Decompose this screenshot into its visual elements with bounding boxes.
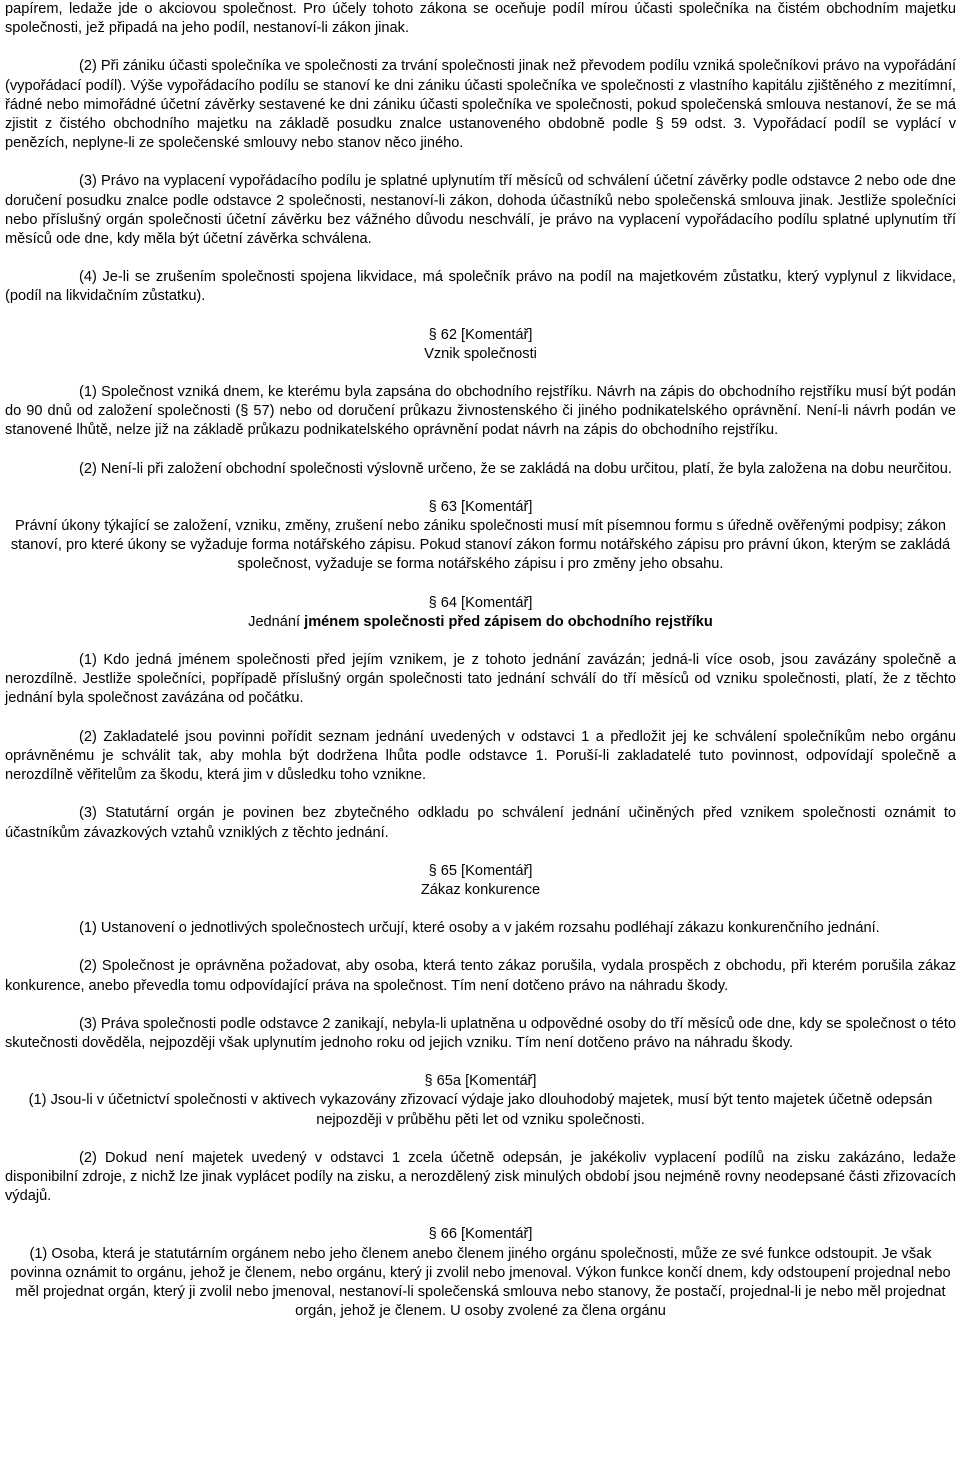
section-64-title [5, 613, 956, 632]
section-64-heading: § 64 [Komentář] [428, 594, 533, 611]
section-64-title-plain: Jednání [248, 613, 305, 630]
section-65-heading: § 65 [Komentář] [428, 862, 533, 879]
paragraph-65a-2: (2) Dokud není majetek uvedený v odstavci 1 zcela účetně odepsán, je jakékoliv vyplacení podílů na zisku zakázáno, ledaže disponibilní zdroje, z nichž lze jinak vyplácet podíly na zisku, a nerozdělený zisk minulých období jsou nejméně rovny neodepsané části zřizovacích výdajů. [5, 1149, 956, 1205]
paragraph-63: Právní úkony týkající se založení, vzniku, změny, zrušení nebo zániku společnosti musí mít písemnou formu s úředně ověřenými podpisy; zákon stanoví, pro které úkony se vyžaduje forma notářského zápisu. Pokud stanoví zákon formu notářského zápisu pro právní úkon, kterým se zakládá společnost, vyžaduje se forma notářského zápisu i pro změny jeho obsahu. [10, 518, 951, 573]
paragraph-64-2: (2) Zakladatelé jsou povinni pořídit seznam jednání uvedených v odstavci 1 a předložit jej ke schválení společníkům nebo orgánu oprávněnému je schválit tak, aby mohla být dodržena lhůta podle odstavce 1. Poruší-li zakladatelé tuto povinnost, odpovídají společně a nerozdílně věřitelům za škodu, která jim v důsledku toho vznikne. [5, 728, 956, 784]
section-66-heading: § 66 [Komentář] [428, 1226, 533, 1243]
paragraph-65-2: (2) Společnost je oprávněna požadovat, aby osoba, která tento zákaz porušila, vydala prospěch z obchodu, při kterém porušila zákaz konkurence, anebo převedla tomu odpovídající práva na společnost. Tím není dotčeno právo na náhradu škody. [5, 958, 956, 994]
paragraph-62-2: (2) Není-li při založení obchodní společnosti výslovně určeno, že se zakládá na dobu určitou, platí, že byla založena na dobu neurčitou. [79, 460, 952, 477]
paragraph-66-1: (1) Osoba, která je statutárním orgánem nebo jeho členem anebo členem jiného orgánu společnosti, může ze své funkce odstoupit. Je však povinna oznámit to orgánu, jehož je členem, nebo orgánu, který ji zvolil nebo jmenoval. Výkon funkce končí dnem, kdy odstoupení projednal nebo měl projednat orgán, který ji zvolil nebo jmenoval, nestanoví-li společenská smlouva nebo stanovy, že postačí, projednal-li je nebo měl projednat orgán, jehož je členem. U osoby zvolené za člena orgánu [10, 1245, 951, 1320]
paragraph-65-1: (1) Ustanovení o jednotlivých společnostech určují, které osoby a v jakém rozsahu podléhají zákazu konkurenčního jednání. [79, 920, 880, 937]
section-65-title: Zákaz konkurence [420, 881, 541, 898]
section-62-title: Vznik společnosti [424, 345, 537, 362]
paragraph-64-3: (3) Statutární orgán je povinen bez zbytečného odkladu po schválení jednání učiněných před vznikem společnosti oznámit to účastníkům závazkových vztahů vzniklých z těchto jednání. [5, 805, 956, 841]
paragraph-65a-1: (1) Jsou-li v účetnictví společnosti v aktivech vykazovány zřizovací výdaje jako dlouhodobý majetek, musí být tento majetek účetně odepsán nejpozději v průběhu pěti let od vzniku společnosti. [28, 1092, 933, 1128]
paragraph-61-2: (2) Při zániku účasti společníka ve společnosti za trvání společnosti jinak než převodem podílu vzniká společníkovi právo na vypořádání (vypořádací podíl). Výše vypořádacího podílu se stanoví ke dni zániku účasti společníka ve společnosti z vlastního kapitálu zjištěného z mezitímní, řádné nebo mimořádné účetní závěrky sestavené ke dni zániku účasti společníka ve společnosti, pokud společenská smlouva nestanoví, že se má zjistit z čistého obchodního majetku na základě posudku znalce ustanoveného obdobně podle § 59 odst. 3. Vypořádací podíl se vyplácí v penězích, neplyne-li ze společenské smlouvy nebo stanov něco jiného. [5, 58, 956, 152]
paragraph-62-1: (1) Společnost vzniká dnem, ke kterému byla zapsána do obchodního rejstříku. Návrh na zápis do obchodního rejstříku musí být podán do 90 dnů od založení společnosti (§ 57) nebo od doručení průkazu živnostenského či jiného podnikatelského oprávnění. Není-li návrh podán ve stanovené lhůtě, nelze již na základě průkazu podnikatelského oprávnění podat návrh na zápis do obchodního rejstříku. [5, 384, 956, 439]
section-64-title-bold: jménem společnosti před zápisem do obchodního rejstříku [304, 613, 713, 630]
document-page [5, 0, 956, 1321]
section-62-heading: § 62 [Komentář] [428, 326, 533, 343]
paragraph-61-3: (3) Právo na vyplacení vypořádacího podílu je splatné uplynutím tří měsíců od schválení účetní závěrky podle odstavce 2 nebo ode dne doručení posudku znalce podle odstavce 2 společnosti, nestanoví-li zákon, dohoda účastníků nebo společenská smlouva jinak. Jestliže společníci nebo příslušný orgán společnosti účetní závěrku bez vážného důvodu neschválí, je právo na vyplacení vypořádacího podílu splatné uplynutím tří měsíců ode dne, kdy měla být účetní závěrka schválena. [5, 173, 956, 248]
paragraph-65-3: (3) Práva společnosti podle odstavce 2 zanikají, nebyla-li uplatněna u odpovědné osoby do tří měsíců ode dne, kdy se společnost o této skutečnosti dověděla, nejpozději však uplynutím jednoho roku od jejich vzniku. Tím není dotčeno právo na náhradu škody. [5, 1015, 956, 1051]
paragraph-64-1: (1) Kdo jedná jménem společnosti před jejím vznikem, je z tohoto jednání zavázán; jedná-li více osob, jsou zavázány společně a nerozdílně. Jestliže společníci, popřípadě příslušný orgán společnosti tato jednání schválí do tří měsíců od vzniku společnosti, platí, že z těchto jednání byla společnost zavázána od počátku. [5, 652, 956, 707]
section-63-heading: § 63 [Komentář] [428, 498, 533, 515]
section-65a-heading: § 65a [Komentář] [424, 1073, 537, 1090]
paragraph-61-4: (4) Je-li se zrušením společnosti spojena likvidace, má společník právo na podíl na majetkovém zůstatku, který vyplynul z likvidace, (podíl na likvidačním zůstatku). [5, 269, 956, 305]
paragraph-intro: papírem, ledaže jde o akciovou společnost. Pro účely tohoto zákona se oceňuje podíl mírou účasti společníka na čistém obchodním majetku společnosti, jež připadá na jeho podíl, nestanoví-li zákon jinak. [5, 1, 956, 37]
